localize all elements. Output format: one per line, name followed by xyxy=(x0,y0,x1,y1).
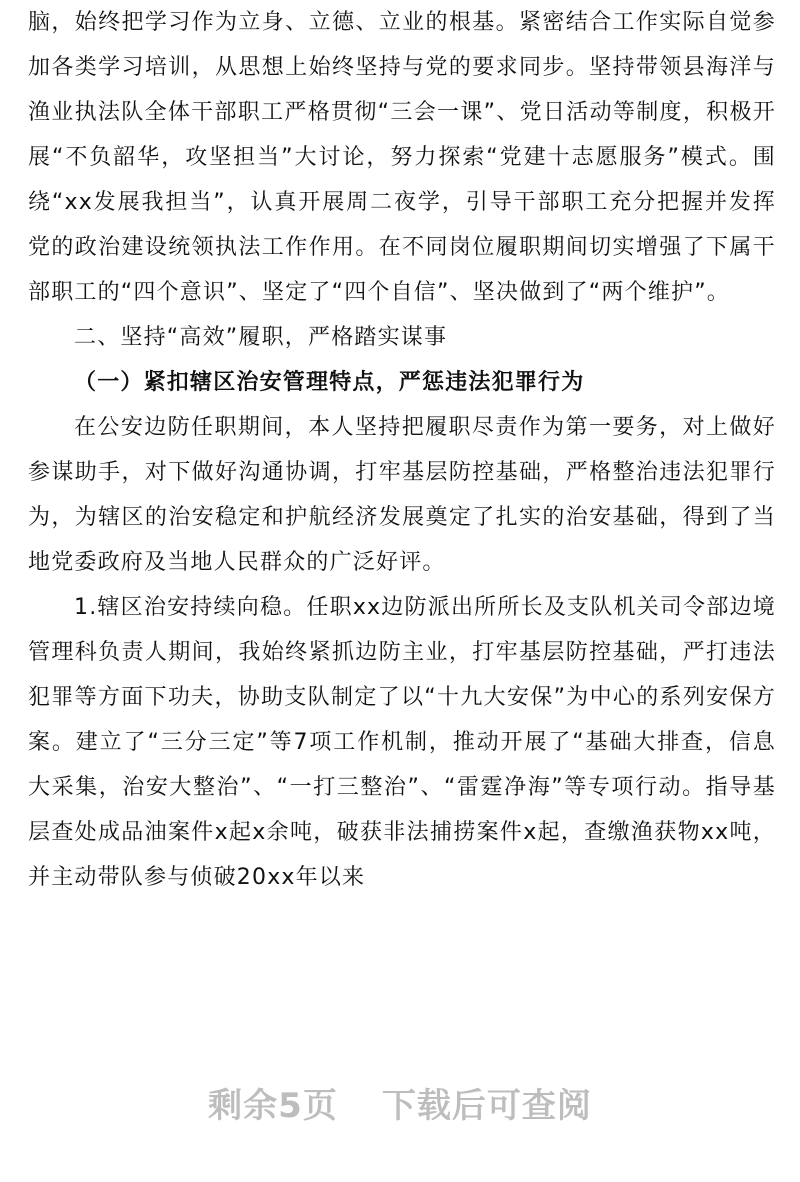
paragraph-public-order: 1.辖区治安持续向稳。任职xx边防派出所所长及支队机关司令部边境管理科负责人期间，我始终紧抓边防主业，打牢基层防控基础，严打违法犯罪等方面下功夫，协助支队制定了以“十九大安保”为中心的系列安保方案。建立了“三分三定”等7项工作机制，推动开展了“基础大排查，信息大采集，治安大整治”、“一打三整治”、“雷霆净海”等专项行动。指导基层查处成品油案件x起x余吨，破获非法捕捞案件x起，查缴渔获物xx吨，并主动带队参与侦破20xx年以来 xyxy=(28,595,776,890)
paragraph-continuation: 脑，始终把学习作为立身、立德、立业的根基。紧密结合工作实际自觉参加各类学习培训，从思想上始终坚持与党的要求同步。坚持带领县海洋与渔业执法队全体干部职工严格贯彻“三会一课”、党日活动等制度，积极开展“不负韶华，攻坚担当”大讨论，努力探索“党建十志愿服务”模式。围绕“xx发展我担当”，认真开展周二夜学，引导干部职工充分把握并发挥党的政治建设统领执法工作作用。在不同岗位履职期间切实增强了下属干部职工的“四个意识”、坚定了“四个自信”、坚决做到了“两个维护”。 xyxy=(28,10,776,305)
paragraph-border-duty: 在公安边防任职期间，本人坚持把履职尽责作为第一要务，对上做好参谋助手，对下做好沟通协调，打牢基层防控基础，严格整治违法犯罪行为，为辖区的治安稳定和护航经济发展奠定了扎实的治安基础，得到了当地党委政府及当地人民群众的广泛好评。 xyxy=(28,415,776,575)
section-heading: 二、坚持“高效”履职，严格踏实谋事 xyxy=(74,325,448,350)
document-body xyxy=(28,0,776,900)
download-to-view-text: 下载后可查阅 xyxy=(381,1086,592,1126)
download-prompt-banner[interactable] xyxy=(0,1078,800,1127)
remaining-pages-text: 剩余5页 xyxy=(208,1086,338,1126)
subsection-heading: （一）紧扣辖区治安管理特点，严惩违法犯罪行为 xyxy=(74,370,585,395)
